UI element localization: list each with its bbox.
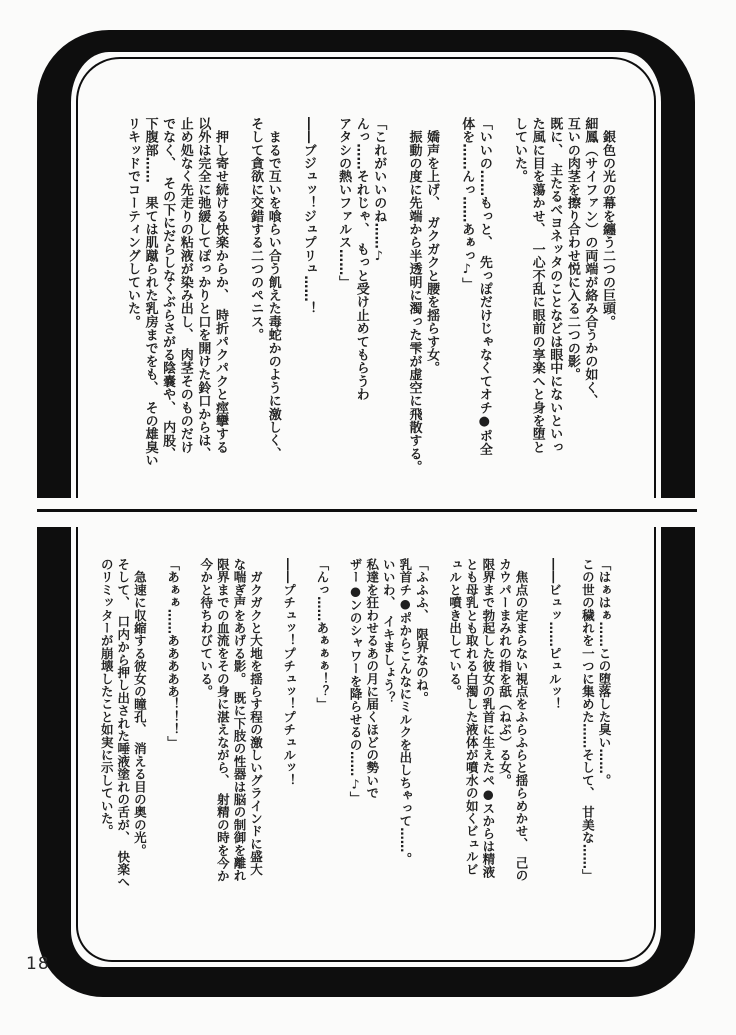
- text-line: そして貪欲に交錯する二つのペニス。: [248, 117, 264, 342]
- text-line: んっ……それじゃ、 もっと受け止めてもらうわ: [353, 117, 369, 401]
- text-line: [493, 117, 511, 477]
- text-line: ュルと噴き出している。: [447, 558, 463, 698]
- text-line: そして、 口内から押し出された唾液塗れの舌が、 快楽へ: [115, 558, 131, 889]
- text-line: ザー●ンのシャワーを降らせるの……♪」: [348, 558, 364, 805]
- text-line: ――プチュッ！プチュッ！プチュルッ！: [281, 558, 297, 787]
- text-line: 止め処なく先走りの粘液が染み出し、 肉茎そのものだけ: [177, 117, 193, 454]
- text-line: 押し寄せ続ける快楽からか、 時折パクパクと痙攣する: [212, 117, 228, 454]
- text-line: いいわ、 イキましょう？: [381, 558, 397, 705]
- text-line: 「ふふふ、 限界なのね。: [414, 558, 430, 705]
- text-line: でなく、 その下にだらしなくぶらさがる陰嚢や、 内股、: [160, 117, 176, 461]
- text-line: [330, 558, 347, 906]
- text-line: [440, 117, 458, 477]
- text-line: [562, 558, 579, 906]
- text-line: アタシの熱いファルス……」: [336, 117, 352, 289]
- text-line: [387, 117, 405, 477]
- text-line: ガクガクと大地を揺らす程の激しいグラインドに盛大: [248, 558, 264, 876]
- text-line: とも母乳とも取れる白濁した液体が噴水の如くビュルビ: [464, 558, 480, 876]
- panel-divider-line: [37, 509, 697, 512]
- text-line: のリミッターが崩壊したこと如実に示していた。: [99, 558, 115, 838]
- text-line: 下腹部…… 果ては肌蹴られた乳房までをも、 その雄臭い: [142, 117, 158, 467]
- text-line: 「あぁぁ……あああああ！！！」: [165, 558, 181, 749]
- text-line: [147, 558, 164, 906]
- text-line: 既に、 主たるベヨネッタのことなどは眼中にないといっ: [547, 117, 563, 454]
- text-line: [529, 558, 546, 906]
- text-line: 以外は完全に弛緩してぽっかりと口を開けた鈴口からは、: [195, 117, 211, 461]
- text-line: 「んっ……あぁぁぁ！？」: [314, 558, 330, 711]
- text-line: [297, 558, 314, 906]
- text-line: 限界までの血流をその身に湛えながら、 射精の時を今か: [215, 558, 231, 882]
- text-line: 「はぁはぁ……この堕落した臭い……。: [597, 558, 612, 787]
- top-panel-text: [100, 117, 616, 477]
- text-line: まるで互いを喰らい合う飢えた毒蛇かのように激しく、: [265, 117, 281, 461]
- text-line: 互いの肉茎を擦り合わせ悦に入る二つの影。: [564, 117, 580, 381]
- text-line: この世の穢れを一つに集めた……そして、 甘美な……」: [580, 558, 596, 882]
- text-line: [181, 558, 198, 906]
- text-line: ――ブジュッ！ジュプリュ……！: [300, 117, 316, 315]
- text-line: [229, 117, 247, 477]
- text-line: 銀色の光の幕を纏う二つの巨頭。: [600, 117, 615, 329]
- text-line: 振動の度に先端から半透明に濁った雫が虚空に飛散する。: [406, 117, 422, 474]
- text-line: [429, 558, 446, 906]
- text-line: [282, 117, 300, 477]
- text-line: 「いいの……もっと、 先っぽだけじゃなくてオチ●ポ全: [476, 117, 492, 456]
- text-line: た風に目を蕩かせ、 一心不乱に眼前の享楽へと身を堕と: [529, 117, 545, 454]
- text-line: リキッドでコーティングしていた。: [124, 117, 140, 329]
- text-line: [317, 117, 335, 477]
- text-line: カウパーまみれの指を舐（ねぶ）る女。: [497, 558, 513, 787]
- text-line: 細鳳（サイファン）の両端が絡み合うかの如く、: [582, 117, 598, 408]
- text-line: 乳首チ●ポからこんなにミルクを出しちゃって……。: [397, 558, 413, 866]
- text-line: 「これがいいのね……♪: [371, 117, 387, 265]
- bottom-panel-text: [95, 558, 612, 906]
- text-line: 私達を狂わせるあの月に届くほどの勢いで: [364, 558, 380, 800]
- text-line: 焦点の定まらない視点をふらふらと揺らめかせ、 己の: [514, 558, 530, 882]
- text-line: ――ビュッ……ピュルッ！: [547, 558, 563, 711]
- text-line: していた。: [512, 117, 528, 183]
- text-line: な喘ぎ声をあげる影。 既に下肢の性器は脳の制御を離れ: [231, 558, 247, 882]
- text-line: 今かと待ちわびている。: [198, 558, 214, 698]
- text-line: 急速に収縮する彼女の瞳孔、 消える目の奥の光。: [132, 558, 148, 857]
- page-number: 18: [26, 954, 50, 974]
- text-line: 嬌声を上げ、 ガクガクと腰を揺らす女。: [424, 117, 440, 375]
- text-line: [264, 558, 281, 906]
- text-line: 限界まで勃起した彼女の乳首に生えたペ●スからは精液: [480, 558, 496, 878]
- text-line: 体を……んっ……あぁっ♪」: [459, 117, 475, 291]
